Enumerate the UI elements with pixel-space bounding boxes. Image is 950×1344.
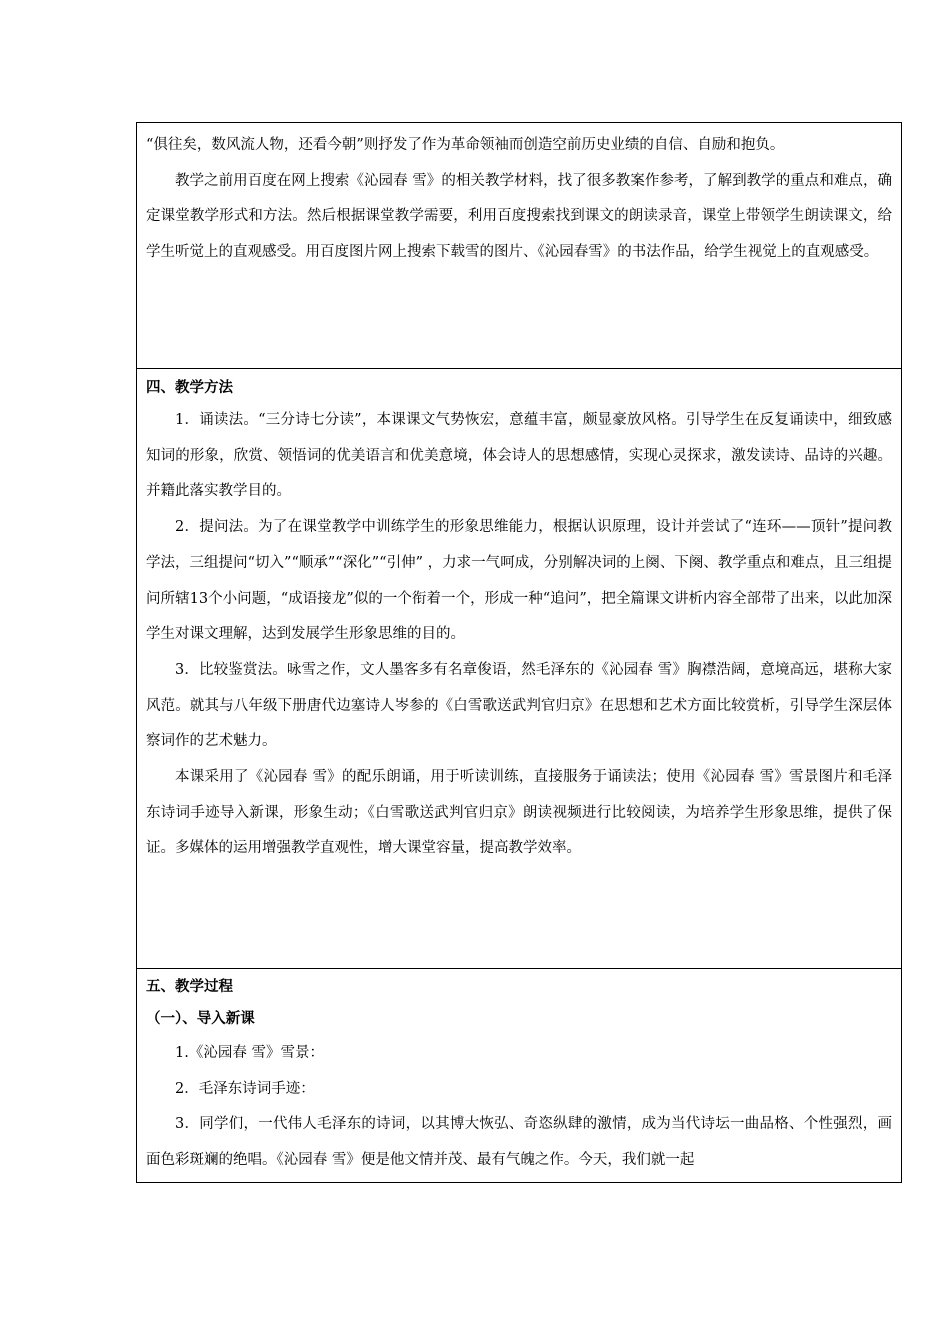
section-5-item-1: 1.《沁园春 雪》雪景： [175,1045,324,1061]
section-4-paragraph-2: 2．提问法。为了在课堂教学中训练学生的形象思维能力，根据认识原理，设计并尝试了“连环——顶针”提问教学法，三组提问“切入”“顺承”“深化”“引伸” ，力求一气呵成，分别解决词的上阕、下阕、教学重点和难点，且三组提问所辖13个小问题，“成语接龙”似的一个衔着一个，形成一种“追问”，把全篇课文讲析内容全部带了出来，以此加深学生对课文理解，达到发展学生形象思维的目的。 [146,519,893,643]
section-4-row [137,369,902,969]
section-5-subheading: （一）、导入新课 [146,1011,255,1027]
section-3-paragraph-2: 教学之前用百度在网上搜索《沁园春 雪》的相关教学材料，找了很多教案作参考，了解到教学的重点和难点，确定课堂教学形式和方法。然后根据课堂教学需要，利用百度搜索找到课文的朗读录音，课堂上带领学生朗读课文，给学生听觉上的直观感受。用百度图片网上搜索下载雪的图片、《沁园春雪》的书法作品，给学生视觉上的直观感受。 [146,172,892,261]
section-5-item-3: 3．同学们，一代伟人毛泽东的诗词，以其博大恢弘、奇恣纵肆的激情，成为当代诗坛一曲品格、个性强烈，画面色彩斑斓的绝唱。《沁园春 雪》便是他文情并茂、最有气魄之作。今天，我们就一起 [146,1116,892,1169]
section-3-row [137,123,902,369]
section-5-item-2: 2．毛泽东诗词手迹： [175,1080,315,1097]
section-4-heading: 四、教学方法 [146,380,233,396]
section-5-row [137,969,902,1183]
section-4-paragraph-4: 本课采用了《沁园春 雪》的配乐朗诵，用于听读训练，直接服务于诵读法；使用《沁园春 雪》雪景图片和毛泽东诗词手迹导入新课，形象生动；《白雪歌送武判官归京》朗读视频进行比较阅读，为培养学生形象思维，提供了保证。多媒体的运用增强教学直观性，增大课堂容量，提高教学效率。 [146,769,892,857]
section-5-cell [137,969,902,1183]
section-5-heading: 五、教学过程 [146,979,233,995]
section-3-cell [137,123,902,369]
section-4-cell [137,369,902,969]
section-4-paragraph-1: 1．诵读法。“三分诗七分读”，本课课文气势恢宏，意蕴丰富，颇显豪放风格。引导学生在反复诵读中，细致感知词的形象，欣赏、领悟词的优美语言和优美意境，体会诗人的思想感情，实现心灵探求，激发读诗、品诗的兴趣。并籍此落实教学目的。 [146,412,892,500]
section-4-paragraph-3: 3．比较鉴赏法。咏雪之作，文人墨客多有名章俊语，然毛泽东的《沁园春 雪》胸襟浩阔，意境高远，堪称大家风范。就其与八年级下册唐代边塞诗人岑参的《白雪歌送武判官归京》在思想和艺术方面比较赏析，引导学生深层体察词作的艺术魅力。 [146,661,892,750]
lesson-plan-table [136,122,902,1183]
section-3-paragraph-1: “俱往矣，数风流人物，还看今朝”则抒发了作为革命领袖而创造空前历史业绩的自信、自励和抱负。 [146,137,785,153]
